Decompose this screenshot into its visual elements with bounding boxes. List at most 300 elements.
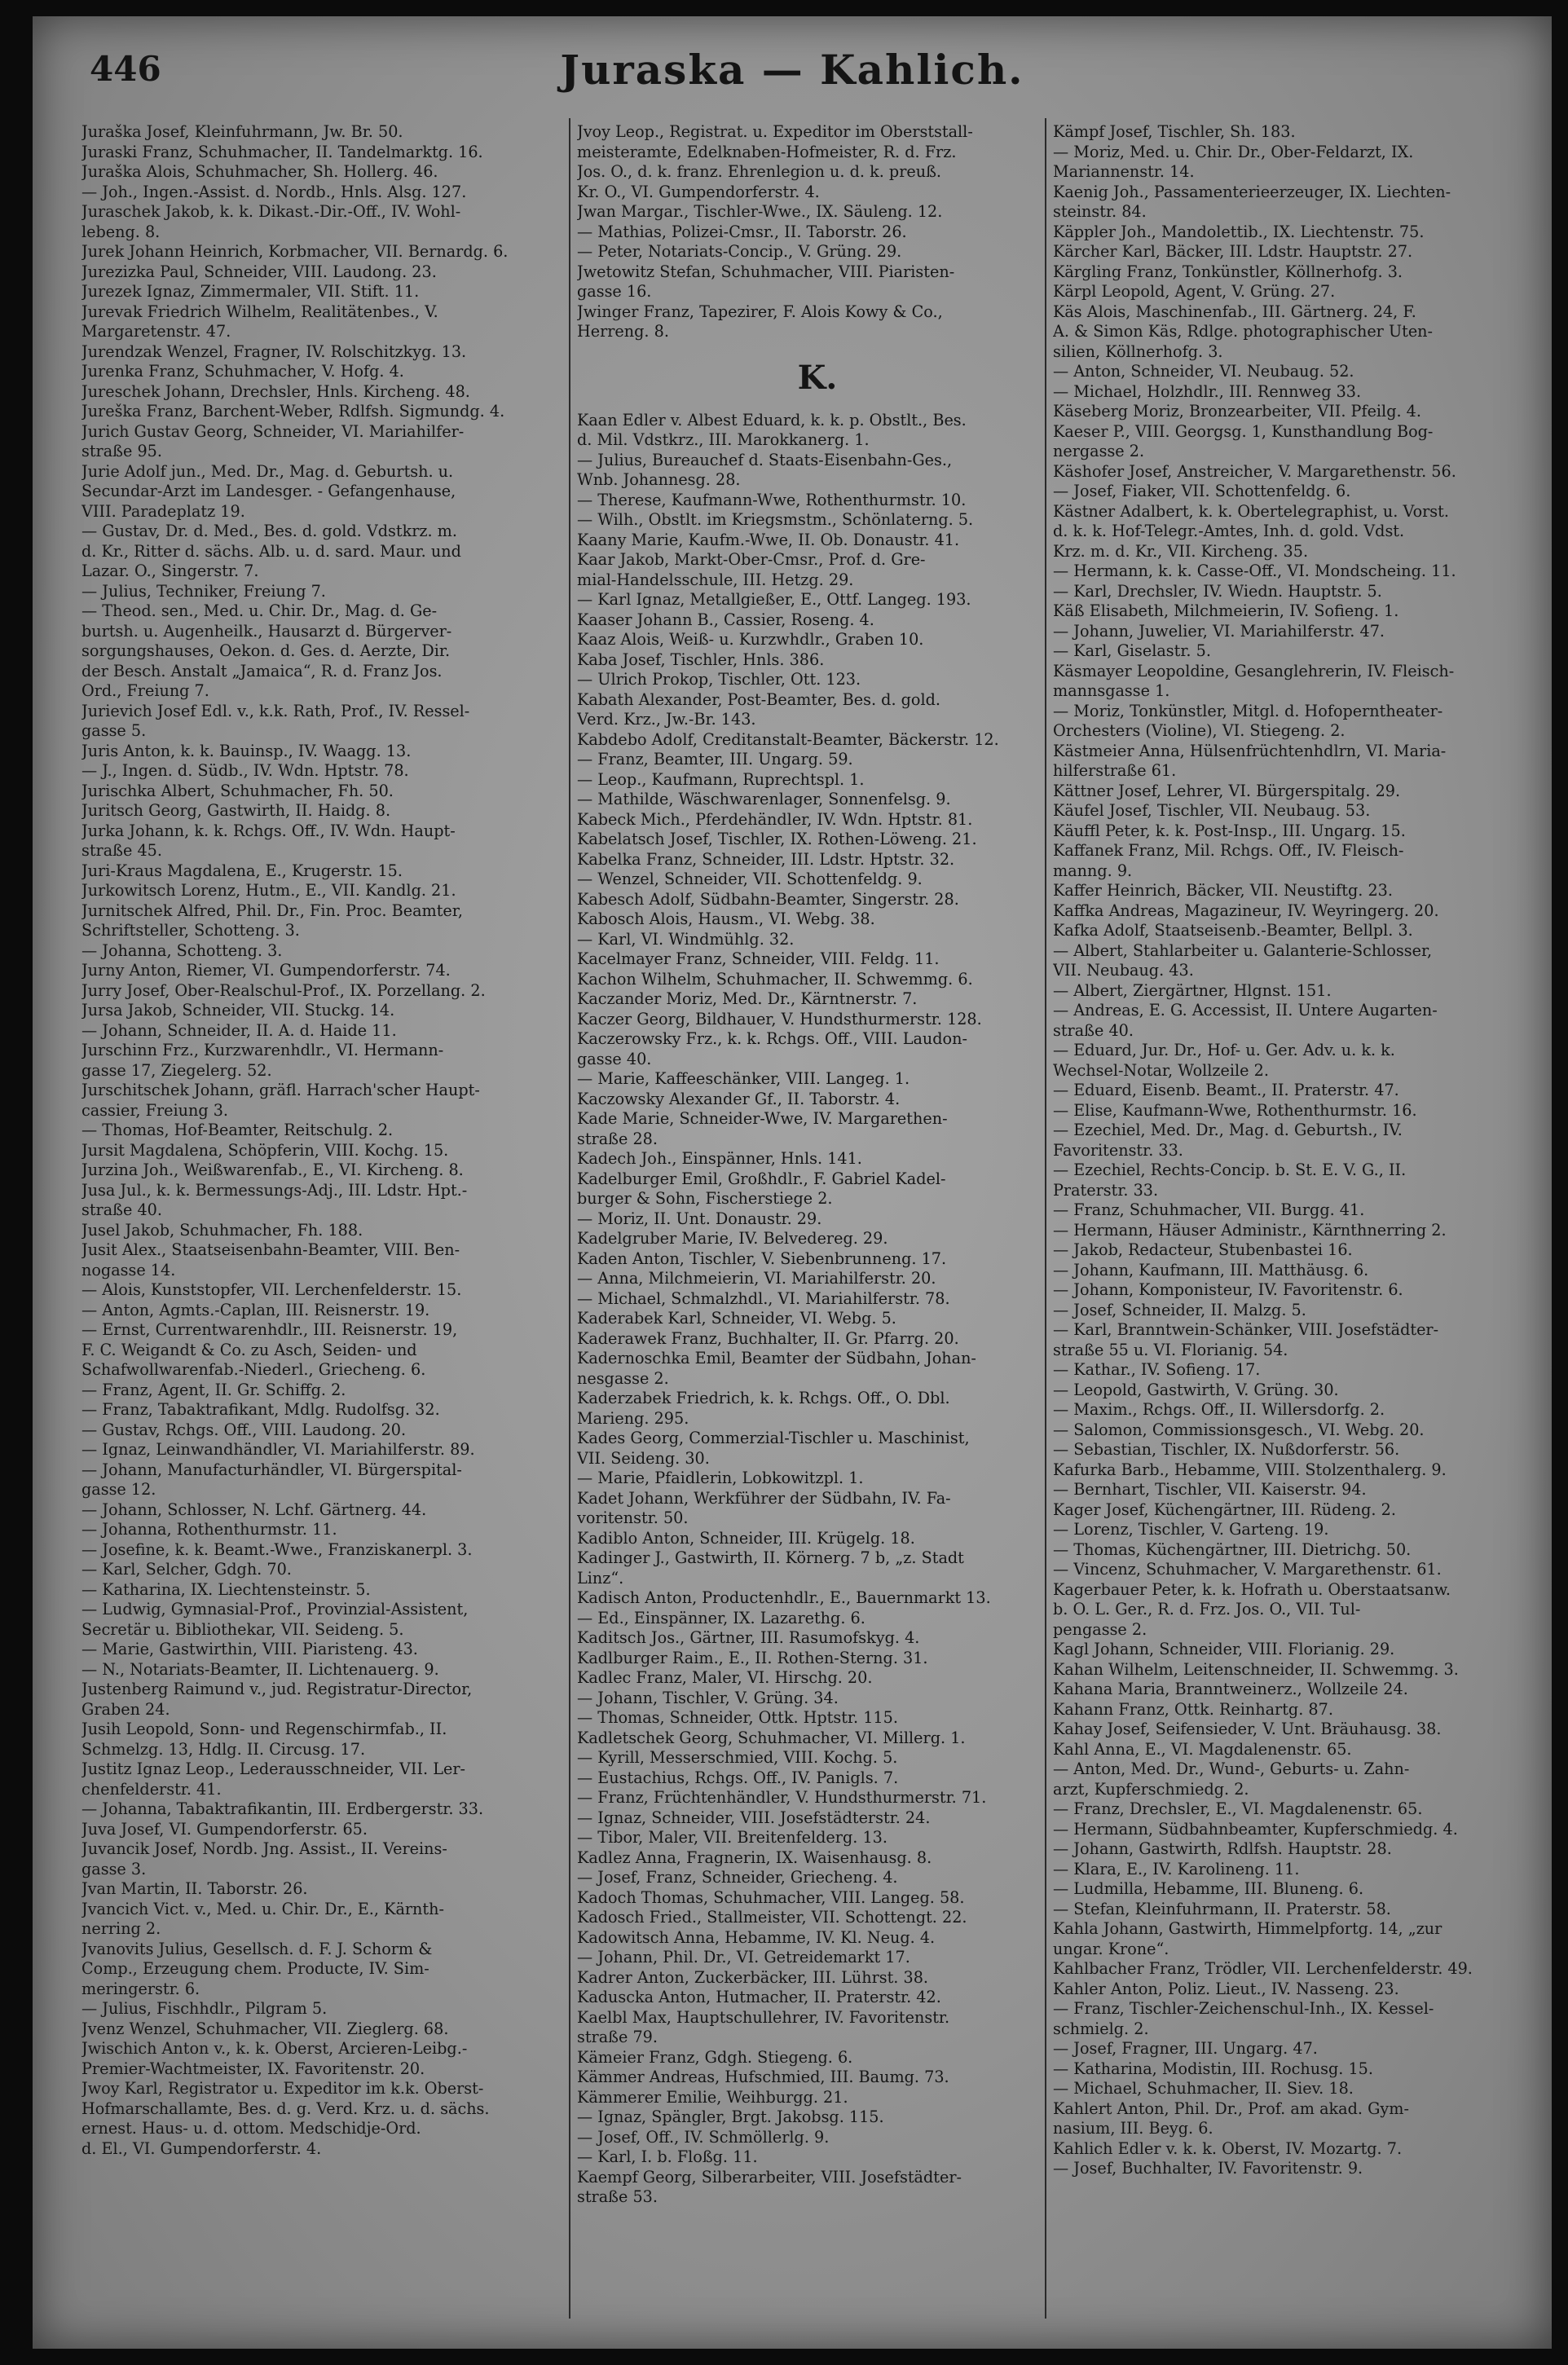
directory-entry: Kaditsch Jos., Gärtner, III. Rasumofskyg. 4. — [577, 1628, 920, 1647]
directory-entry: Jurevak Friedrich Wilhelm, Realitätenbes., V. — [81, 302, 438, 321]
directory-entry: — Ignaz, Leinwandhändler, VI. Mariahilferstr. 89. — [81, 1440, 475, 1459]
directory-entry: Jos. O., d. k. franz. Ehrenlegion u. d. k. preuß. — [577, 162, 941, 181]
directory-entry: gasse 12. — [81, 1480, 156, 1499]
directory-entry: Kadrer Anton, Zuckerbäcker, III. Lührst. 38. — [577, 1967, 929, 1987]
directory-entry: Kahlich Edler v. k. k. Oberst, IV. Mozartg. 7. — [1053, 2138, 1403, 2158]
directory-entry: Kacelmayer Franz, Schneider, VIII. Feldg. 11. — [577, 949, 940, 968]
directory-entry: Favoritenstr. 33. — [1053, 1140, 1183, 1160]
directory-entry: Jursit Magdalena, Schöpferin, VIII. Kochg. 15. — [81, 1140, 449, 1160]
directory-entry: schmielg. 2. — [1053, 2019, 1149, 2038]
directory-entry: — Salomon, Commissionsgesch., VI. Webg. 20. — [1053, 1420, 1425, 1439]
directory-entry: Kades Georg, Commerzial-Tischler u. Maschinist, — [577, 1429, 970, 1447]
directory-entry: — Thomas, Hof-Beamter, Reitschulg. 2. — [81, 1121, 394, 1139]
directory-entry: d. Mil. Vdstkrz., III. Marokkanerg. 1. — [577, 430, 870, 449]
page-number: 446 — [90, 49, 161, 89]
directory-entry: Kahla Johann, Gastwirth, Himmelpfortg. 14, „zur — [1053, 1919, 1442, 1938]
directory-entry: Kadlez Anna, Fragnerin, IX. Waisenhausg. 8. — [577, 1848, 932, 1867]
directory-entry: — Marie, Gastwirthin, VIII. Piaristeng. 43. — [81, 1640, 418, 1658]
directory-entry: — Johann, Schlosser, N. Lchf. Gärtnerg. 44. — [81, 1500, 427, 1519]
directory-entry: Verd. Krz., Jw.-Br. 143. — [577, 710, 756, 729]
directory-entry: Kadech Joh., Einspänner, Hnls. 141. — [577, 1149, 862, 1168]
directory-entry: d. Kr., Ritter d. sächs. Alb. u. d. sard. Maur. und — [81, 541, 461, 561]
directory-entry: lebeng. 8. — [81, 222, 161, 241]
directory-entry: straße 45. — [81, 841, 162, 860]
directory-entry: Juris Anton, k. k. Bauinsp., IV. Waagg. 13. — [81, 741, 412, 760]
directory-entry: — Franz, Beamter, III. Ungarg. 59. — [577, 750, 853, 769]
directory-entry: — Klara, E., IV. Karolineng. 11. — [1053, 1859, 1300, 1878]
directory-entry: Kämmer Andreas, Hufschmied, III. Baumg. 73. — [577, 2068, 949, 2086]
directory-entry: Jureška Franz, Barchent-Weber, Rdlfsh. Sigmundg. 4. — [81, 402, 505, 421]
directory-entry: Jurezizka Paul, Schneider, VIII. Laudong. 23. — [81, 262, 437, 281]
directory-entry: Jvanovits Julius, Gesellsch. d. F. J. Schorm & — [81, 1939, 433, 1958]
directory-entry: straße 79. — [577, 2028, 658, 2046]
directory-entry: — Johann, Schneider, II. A. d. Haide 11. — [81, 1020, 397, 1040]
directory-entry: — Mathilde, Wäschwarenlager, Sonnenfelsg. 9. — [577, 790, 951, 808]
directory-entry: — Ezechiel, Med. Dr., Mag. d. Geburtsh., IV. — [1053, 1121, 1403, 1139]
directory-entry: — Michael, Schuhmacher, II. Siev. 18. — [1053, 2079, 1354, 2098]
directory-entry: — Katharina, Modistin, III. Rochusg. 15. — [1053, 2059, 1373, 2078]
directory-entry: gasse 3. — [81, 1859, 147, 1878]
directory-entry: F. C. Weigandt & Co. zu Asch, Seiden- und — [81, 1340, 417, 1359]
directory-entry: meisteramte, Edelknaben-Hofmeister, R. d. Frz. — [577, 142, 957, 161]
directory-entry: Kaczowsky Alexander Gf., II. Taborstr. 4. — [577, 1089, 901, 1108]
directory-entry: Kaczerowsky Frz., k. k. Rchgs. Off., VIII. Laudon- — [577, 1029, 967, 1048]
directory-entry: — Joh., Ingen.-Assist. d. Nordb., Hnls. Alsg. 127. — [81, 182, 467, 201]
directory-entry: Schriftsteller, Schotteng. 3. — [81, 921, 300, 940]
directory-entry: — Josef, Fragner, III. Ungarg. 47. — [1053, 2039, 1318, 2058]
directory-entry: Kadelburger Emil, Großhdlr., F. Gabriel Kadel- — [577, 1169, 946, 1188]
directory-entry: — Moriz, II. Unt. Donaustr. 29. — [577, 1209, 822, 1228]
directory-entry: — Bernhart, Tischler, VII. Kaiserstr. 94. — [1053, 1480, 1367, 1499]
directory-entry: mial-Handelsschule, III. Hetzg. 29. — [577, 570, 854, 589]
directory-entry: — Anna, Milchmeierin, VI. Mariahilferstr. 20. — [577, 1269, 936, 1288]
directory-entry: Jvenz Wenzel, Schuhmacher, VII. Zieglerg. 68. — [81, 2019, 449, 2038]
directory-entry: Herreng. 8. — [577, 322, 669, 341]
directory-entry: — Wilh., Obstlt. im Kriegsmstm., Schönlaterng. 5. — [577, 510, 974, 529]
directory-entry: — Therese, Kaufmann-Wwe, Rothenthurmstr. 10. — [577, 490, 967, 509]
directory-entry: Secundar-Arzt im Landesger. - Gefangenhause, — [81, 482, 456, 500]
directory-entry: — Johanna, Tabaktrafikantin, III. Erdbergerstr. 33. — [81, 1799, 484, 1818]
directory-entry: Justitz Ignaz Leop., Lederausschneider, VII. Ler- — [81, 1759, 465, 1778]
directory-entry: straße 95. — [81, 442, 162, 460]
column-divider — [1045, 118, 1046, 2319]
directory-entry: — Anton, Agmts.-Caplan, III. Reisnerstr. 19. — [81, 1300, 430, 1319]
directory-entry: — Kyrill, Messerschmied, VIII. Kochg. 5. — [577, 1748, 898, 1767]
directory-entry: Jureschek Johann, Drechsler, Hnls. Kircheng. 48. — [81, 381, 470, 401]
directory-entry: — Josef, Franz, Schneider, Griecheng. 4. — [577, 1868, 898, 1887]
directory-entry: Käs Alois, Maschinenfab., III. Gärtnerg. 24, F. — [1053, 302, 1416, 321]
directory-entry: — Michael, Schmalzhdl., VI. Mariahilferstr. 78. — [577, 1288, 950, 1308]
directory-entry: Jurievich Josef Edl. v., k.k. Rath, Prof., IV. Ressel- — [81, 701, 470, 720]
directory-entry: Jurny Anton, Riemer, VI. Gumpendorferstr. 74. — [81, 961, 451, 980]
directory-entry: Juraski Franz, Schuhmacher, II. Tandelmarktg. 16. — [81, 142, 483, 161]
directory-entry: — Michael, Holzhdlr., III. Rennweg 33. — [1053, 381, 1362, 401]
directory-entry: Jvan Martin, II. Taborstr. 26. — [81, 1879, 308, 1898]
directory-entry: Kahlert Anton, Phil. Dr., Prof. am akad. Gym- — [1053, 2099, 1409, 2118]
section-letter: K. — [797, 358, 838, 397]
directory-entry: VII. Seideng. 30. — [577, 1448, 710, 1468]
directory-entry: Kadisch Anton, Productenhdlr., E., Bauernmarkt 13. — [577, 1588, 991, 1607]
directory-entry: — Franz, Tischler-Zeichenschul-Inh., IX. Kessel- — [1053, 1999, 1434, 2018]
directory-entry: Kaffka Andreas, Magazineur, IV. Weyringerg. 20. — [1053, 901, 1439, 920]
directory-entry: — Hermann, k. k. Casse-Off., VI. Mondscheing. 11. — [1053, 562, 1456, 580]
directory-entry: Kager Josef, Küchengärtner, III. Rüdeng. 2. — [1053, 1500, 1396, 1519]
directory-entry: Kämmerer Emilie, Weihburgg. 21. — [577, 2087, 848, 2107]
directory-entry: nogasse 14. — [81, 1260, 176, 1279]
directory-entry: gasse 40. — [577, 1049, 652, 1068]
column-divider — [569, 118, 570, 2319]
directory-entry: — Theod. sen., Med. u. Chir. Dr., Mag. d. Ge- — [81, 601, 438, 620]
directory-entry: Mariannenstr. 14. — [1053, 162, 1195, 181]
directory-entry: — Anton, Schneider, VI. Neubaug. 52. — [1053, 362, 1354, 381]
directory-entry: Marieng. 295. — [577, 1408, 689, 1428]
directory-entry: Orchesters (Violine), VI. Stiegeng. 2. — [1053, 721, 1346, 740]
directory-entry: der Besch. Anstalt „Jamaica“, R. d. Franz Jos. — [81, 661, 443, 680]
directory-entry: Juvancik Josef, Nordb. Jng. Assist., II. Vereins- — [81, 1839, 447, 1858]
directory-entry: Linz“. — [577, 1568, 624, 1588]
directory-entry: straße 40. — [81, 1200, 162, 1219]
directory-entry: Kärcher Karl, Bäcker, III. Ldstr. Hauptstr. 27. — [1053, 242, 1413, 261]
column-1 — [81, 122, 562, 2323]
directory-entry: Jurkowitsch Lorenz, Hutm., E., VII. Kandlg. 21. — [81, 881, 456, 900]
directory-entry: — Johann, Manufacturhändler, VI. Bürgerspital- — [81, 1460, 462, 1479]
directory-entry: — Elise, Kaufmann-Wwe, Rothenthurmstr. 16. — [1053, 1100, 1417, 1120]
directory-entry: — Moriz, Tonkünstler, Mitgl. d. Hofoperntheater- — [1053, 701, 1443, 720]
directory-entry: — Julius, Bureauchef d. Staats-Eisenbahn-Ges., — [577, 450, 953, 469]
directory-entry: Jurich Gustav Georg, Schneider, VI. Mariahilfer- — [81, 421, 465, 441]
directory-entry: Kagerbauer Peter, k. k. Hofrath u. Oberstaatsanw. — [1053, 1579, 1451, 1599]
directory-entry: Kadoch Thomas, Schuhmacher, VIII. Langeg. 58. — [577, 1887, 965, 1907]
directory-entry: Jurie Adolf jun., Med. Dr., Mag. d. Geburtsh. u. — [81, 461, 454, 481]
directory-entry: Kaczer Georg, Bildhauer, V. Hundsthurmerstr. 128. — [577, 1009, 982, 1028]
directory-entry: Kadletschek Georg, Schuhmacher, VI. Millerg. 1. — [577, 1728, 966, 1747]
directory-entry: d. El., VI. Gumpendorferstr. 4. — [81, 2138, 322, 2158]
directory-entry: straße 28. — [577, 1129, 658, 1148]
directory-entry: Kaderzabek Friedrich, k. k. Rchgs. Off., O. Dbl. — [577, 1389, 950, 1407]
directory-entry: Käseberg Moriz, Bronzearbeiter, VII. Pfeilg. 4. — [1053, 402, 1421, 421]
directory-entry: burger & Sohn, Fischerstiege 2. — [577, 1189, 833, 1208]
directory-entry: — Johann, Phil. Dr., VI. Getreidemarkt 17. — [577, 1948, 910, 1966]
directory-entry: Hofmarschallamte, Bes. d. g. Verd. Krz. u. d. sächs. — [81, 2099, 490, 2118]
directory-entry: Jusit Alex., Staatseisenbahn-Beamter, VIII. Ben- — [81, 1240, 460, 1259]
directory-entry: — Gustav, Rchgs. Off., VIII. Laudong. 20. — [81, 1420, 407, 1439]
directory-entry: — Josef, Off., IV. Schmöllerlg. 9. — [577, 2127, 830, 2147]
directory-entry: Käß Elisabeth, Milchmeierin, IV. Sofieng. 1. — [1053, 601, 1399, 620]
directory-entry: nerring 2. — [81, 1919, 161, 1938]
directory-entry: Premier-Wachtmeister, IX. Favoritenstr. 20. — [81, 2059, 425, 2078]
directory-entry: — Stefan, Kleinfuhrmann, II. Praterstr. 58. — [1053, 1899, 1391, 1918]
directory-entry: Kättner Josef, Lehrer, VI. Bürgerspitalg. 29. — [1053, 781, 1401, 800]
directory-entry: — Eduard, Eisenb. Beamt., II. Praterstr. 47. — [1053, 1081, 1399, 1099]
directory-entry: Kärpl Leopold, Agent, V. Grüng. 27. — [1053, 282, 1336, 301]
directory-entry: — Josefine, k. k. Beamt.-Wwe., Franziskanerpl. 3. — [81, 1539, 473, 1559]
directory-entry: Kadet Johann, Werkführer der Südbahn, IV. Fa- — [577, 1488, 951, 1508]
directory-entry: Praterstr. 33. — [1053, 1180, 1159, 1200]
directory-entry: Käshofer Josef, Anstreicher, V. Margarethenstr. 56. — [1053, 461, 1456, 481]
directory-entry: cassier, Freiung 3. — [81, 1100, 229, 1120]
directory-entry: Kaaser Johann B., Cassier, Roseng. 4. — [577, 610, 874, 629]
directory-entry: Kadosch Fried., Stallmeister, VII. Schottengt. 22. — [577, 1908, 967, 1927]
directory-entry: — Josef, Buchhalter, IV. Favoritenstr. 9. — [1053, 2159, 1363, 2178]
directory-entry: Kästmeier Anna, Hülsenfrüchtenhdlrn, VI. Maria- — [1053, 741, 1447, 760]
directory-entry: Jusih Leopold, Sonn- und Regenschirmfab., II. — [81, 1720, 447, 1738]
directory-entry: — Johann, Juwelier, VI. Mariahilferstr. 47. — [1053, 621, 1385, 641]
directory-entry: — Mathias, Polizei-Cmsr., II. Taborstr. 26. — [577, 222, 907, 241]
page-header — [33, 41, 1552, 98]
directory-entry: straße 40. — [1053, 1020, 1134, 1040]
directory-entry: Jurschinn Frz., Kurzwarenhdlr., VI. Hermann- — [81, 1041, 444, 1059]
directory-entry: — Karl, Giselastr. 5. — [1053, 641, 1211, 660]
directory-entry: Jusel Jakob, Schuhmacher, Fh. 188. — [81, 1220, 363, 1240]
directory-entry: Kaczander Moriz, Med. Dr., Kärntnerstr. 7. — [577, 989, 918, 1008]
directory-entry: d. k. k. Hof-Telegr.-Amtes, Inh. d. gold. Vdst. — [1053, 522, 1405, 540]
directory-entry: — Franz, Schuhmacher, VII. Burgg. 41. — [1053, 1200, 1365, 1219]
directory-entry: — Johann, Gastwirth, Rdlfsh. Hauptstr. 28. — [1053, 1839, 1392, 1858]
directory-entry: — Sebastian, Tischler, IX. Nußdorferstr. 56. — [1053, 1440, 1400, 1459]
directory-entry: Ord., Freiung 7. — [81, 681, 209, 700]
column-3 — [1053, 122, 1534, 2323]
directory-entry: — J., Ingen. d. Südb., IV. Wdn. Hptstr. 78. — [81, 761, 409, 780]
directory-entry: — Julius, Fischhdlr., Pilgram 5. — [81, 1999, 328, 2018]
directory-entry: Jvancich Vict. v., Med. u. Chir. Dr., E., Kärnth- — [81, 1899, 444, 1918]
directory-entry: — Alois, Kunststopfer, VII. Lerchenfelderstr. 15. — [81, 1280, 462, 1299]
directory-entry: — Ludmilla, Hebamme, III. Bluneng. 6. — [1053, 1879, 1364, 1898]
directory-entry: Kaduscka Anton, Hutmacher, II. Praterstr. 42. — [577, 1988, 941, 2006]
directory-entry: Kabesch Adolf, Südbahn-Beamter, Singerstr. 28. — [577, 889, 959, 909]
directory-entry: — Kathar., IV. Sofieng. 17. — [1053, 1360, 1261, 1379]
directory-entry: Graben 24. — [81, 1699, 170, 1719]
directory-entry: — Maxim., Rchgs. Off., II. Willersdorfg. 2. — [1053, 1400, 1385, 1419]
directory-entry: — Josef, Fiaker, VII. Schottenfeldg. 6. — [1053, 482, 1351, 500]
directory-entry: — Andreas, E. G. Accessist, II. Untere Augarten- — [1053, 1001, 1438, 1020]
directory-entry: Juraška Josef, Kleinfuhrmann, Jw. Br. 50. — [81, 122, 403, 141]
directory-entry: Jwischich Anton v., k. k. Oberst, Arcieren-Leibg.- — [81, 2039, 468, 2058]
directory-entry: — Marie, Pfaidlerin, Lobkowitzpl. 1. — [577, 1469, 864, 1487]
directory-entry: arzt, Kupferschmiedg. 2. — [1053, 1779, 1249, 1799]
directory-entry: nergasse 2. — [1053, 442, 1145, 460]
directory-entry: Kagl Johann, Schneider, VIII. Florianig. 29. — [1053, 1640, 1395, 1658]
directory-entry: Kaden Anton, Tischler, V. Siebenbrunneng. 17. — [577, 1249, 947, 1268]
directory-entry: — Johanna, Rothenthurmstr. 11. — [81, 1520, 337, 1539]
directory-entry: — Johanna, Schotteng. 3. — [81, 940, 283, 960]
directory-entry: — Ernst, Currentwarenhdlr., III. Reisnerstr. 19, — [81, 1320, 458, 1339]
directory-entry: — Ulrich Prokop, Tischler, Ott. 123. — [577, 670, 861, 689]
directory-entry: burtsh. u. Augenheilk., Hausarzt d. Bürgerver- — [81, 621, 452, 641]
directory-entry: Jurenka Franz, Schuhmacher, V. Hofg. 4. — [81, 362, 404, 381]
directory-entry: — Ignaz, Spängler, Brgt. Jakobsg. 115. — [577, 2107, 884, 2126]
directory-entry: Käppler Joh., Mandolettib., IX. Liechtenstr. 75. — [1053, 222, 1425, 241]
directory-entry: Margaretenstr. 47. — [81, 322, 231, 341]
directory-entry: — Lorenz, Tischler, V. Garteng. 19. — [1053, 1520, 1329, 1539]
directory-entry: — Ed., Einspänner, IX. Lazarethg. 6. — [577, 1608, 865, 1627]
directory-entry: gasse 5. — [81, 721, 147, 740]
directory-entry: Kaenig Joh., Passamenterieerzeuger, IX. Liechten- — [1053, 182, 1451, 201]
running-head: Juraska — Kahlich. — [560, 46, 1024, 94]
directory-entry: Kaempf Georg, Silberarbeiter, VIII. Josefstädter- — [577, 2167, 962, 2187]
directory-entry: Kahler Anton, Poliz. Lieut., IV. Nasseng. 23. — [1053, 1979, 1399, 1998]
directory-entry: — Hermann, Südbahnbeamter, Kupferschmiedg. 4. — [1053, 1819, 1458, 1839]
directory-entry: A. & Simon Käs, Rdlge. photographischer Uten- — [1053, 322, 1434, 341]
directory-entry: Kaderabek Karl, Schneider, VI. Webg. 5. — [577, 1309, 896, 1328]
directory-entry: Jurry Josef, Ober-Realschul-Prof., IX. Porzellang. 2. — [81, 980, 486, 1000]
directory-entry: — Gustav, Dr. d. Med., Bes. d. gold. Vdstkrz. m. — [81, 522, 457, 540]
directory-entry: Kärgling Franz, Tonkünstler, Köllnerhofg. 3. — [1053, 262, 1403, 281]
directory-entry: Wechsel-Notar, Wollzeile 2. — [1053, 1060, 1269, 1080]
directory-entry: Justenberg Raimund v., jud. Registratur-Director, — [81, 1680, 473, 1698]
directory-entry: Jwetowitz Stefan, Schuhmacher, VIII. Piaristen- — [577, 262, 955, 281]
directory-entry: — Ignaz, Schneider, VIII. Josefstädterstr. 24. — [577, 1808, 931, 1827]
directory-entry: — Anton, Med. Dr., Wund-, Geburts- u. Zahn- — [1053, 1759, 1410, 1778]
directory-entry: Kadinger J., Gastwirth, II. Körnerg. 7 b, „z. Stadt — [577, 1548, 964, 1567]
directory-entry: Käuffl Peter, k. k. Post-Insp., III. Ungarg. 15. — [1053, 821, 1406, 840]
directory-entry: Kaany Marie, Kaufm.-Wwe, II. Ob. Donaustr. 41. — [577, 530, 960, 549]
directory-entry: — Marie, Kaffeeschänker, VIII. Langeg. 1. — [577, 1069, 910, 1088]
directory-entry: Kaeser P., VIII. Georgsg. 1, Kunsthandlung Bog- — [1053, 421, 1434, 441]
directory-entry: Kaelbl Max, Hauptschullehrer, IV. Favoritenstr. — [577, 2007, 950, 2027]
directory-entry: — Vincenz, Schuhmacher, V. Margarethenstr. 61. — [1053, 1560, 1442, 1579]
directory-entry: — Leop., Kaufmann, Ruprechtspl. 1. — [577, 769, 865, 789]
directory-page — [33, 16, 1552, 2349]
directory-entry: b. O. L. Ger., R. d. Frz. Jos. O., VII. Tul- — [1053, 1600, 1361, 1619]
directory-entry: — Karl Ignaz, Metallgießer, E., Ottf. Langeg. 193. — [577, 590, 971, 609]
directory-entry: chenfelderstr. 41. — [81, 1779, 222, 1799]
directory-entry: Kahan Wilhelm, Leitenschneider, II. Schwemmg. 3. — [1053, 1659, 1459, 1679]
directory-entry: Kafka Adolf, Staatseisenb.-Beamter, Bellpl. 3. — [1053, 921, 1413, 940]
directory-entry: — Johann, Komponisteur, IV. Favoritenstr. 6. — [1053, 1280, 1403, 1299]
directory-entry: Kade Marie, Schneider-Wwe, IV. Margarethen- — [577, 1109, 948, 1128]
directory-entry: Wnb. Johannesg. 28. — [577, 470, 741, 489]
directory-entry: VII. Neubaug. 43. — [1053, 961, 1194, 980]
directory-entry: Jurischka Albert, Schuhmacher, Fh. 50. — [81, 781, 394, 800]
directory-entry: — Peter, Notariats-Concip., V. Grüng. 29. — [577, 242, 902, 261]
directory-entry: Kahlbacher Franz, Trödler, VII. Lerchenfelderstr. 49. — [1053, 1959, 1473, 1978]
directory-entry: gasse 17, Ziegelerg. 52. — [81, 1060, 272, 1080]
directory-entry: Schafwollwarenfab.-Niederl., Griecheng. 6. — [81, 1360, 426, 1379]
directory-entry: — Karl, I. b. Floßg. 11. — [577, 2147, 758, 2166]
directory-entry: silien, Köllnerhofg. 3. — [1053, 341, 1223, 361]
directory-entry: — Julius, Techniker, Freiung 7. — [81, 581, 326, 601]
directory-entry: — Franz, Tabaktrafikant, Mdlg. Rudolfsg. 32. — [81, 1400, 440, 1419]
directory-entry: — Franz, Agent, II. Gr. Schiffg. 2. — [81, 1380, 346, 1399]
directory-entry: Kaffanek Franz, Mil. Rchgs. Off., IV. Fleisch- — [1053, 841, 1404, 860]
directory-entry: nesgasse 2. — [577, 1368, 669, 1388]
directory-entry: ernest. Haus- u. d. ottom. Medschidje-Ord. — [81, 2119, 421, 2138]
directory-entry: Jurezek Ignaz, Zimmermaler, VII. Stift. 11. — [81, 282, 420, 301]
directory-entry: sorgungshauses, Oekon. d. Ges. d. Aerzte, Dir. — [81, 641, 451, 660]
directory-entry: Jwinger Franz, Tapezirer, F. Alois Kowy & Co., — [577, 302, 943, 321]
directory-entry: meringerstr. 6. — [81, 1979, 200, 1998]
directory-entry: straße 55 u. VI. Florianig. 54. — [1053, 1340, 1288, 1359]
directory-entry: Jusa Jul., k. k. Bermessungs-Adj., III. Ldstr. Hpt.- — [81, 1180, 468, 1200]
directory-entry: Kaba Josef, Tischler, Hnls. 386. — [577, 650, 825, 669]
directory-entry: — Jakob, Redacteur, Stubenbastei 16. — [1053, 1240, 1353, 1259]
directory-entry: voritenstr. 50. — [577, 1508, 689, 1527]
directory-entry: Secretär u. Bibliothekar, VII. Seideng. 5. — [81, 1619, 404, 1639]
directory-entry: — Hermann, Häuser Administr., Kärnthnerring 2. — [1053, 1220, 1447, 1240]
directory-entry: — Katharina, IX. Liechtensteinstr. 5. — [81, 1579, 371, 1599]
directory-entry: steinstr. 84. — [1053, 202, 1147, 221]
directory-entry: Kämpf Josef, Tischler, Sh. 183. — [1053, 122, 1296, 141]
directory-entry: — Franz, Drechsler, E., VI. Magdalenenstr. 65. — [1053, 1799, 1423, 1818]
directory-entry: ungar. Krone“. — [1053, 1939, 1169, 1958]
directory-entry: manng. 9. — [1053, 861, 1133, 880]
directory-entry: Kaffer Heinrich, Bäcker, VII. Neustiftg. 23. — [1053, 881, 1393, 900]
directory-entry: Jvoy Leop., Registrat. u. Expeditor im Oberststall- — [577, 122, 973, 141]
directory-entry: Kabath Alexander, Post-Beamter, Bes. d. gold. — [577, 689, 941, 709]
directory-entry: Kaan Edler v. Albest Eduard, k. k. p. Obstlt., Bes. — [577, 410, 967, 429]
directory-entry: Käsmayer Leopoldine, Gesanglehrerin, IV. Fleisch- — [1053, 661, 1455, 680]
directory-entry: — N., Notariats-Beamter, II. Lichtenauerg. 9. — [81, 1659, 439, 1679]
directory-entry: — Franz, Früchtenhändler, V. Hundsthurmerstr. 71. — [577, 1788, 987, 1807]
directory-entry: — Karl, Selcher, Gdgh. 70. — [81, 1560, 292, 1579]
directory-entry: — Albert, Stahlarbeiter u. Galanterie-Schlosser, — [1053, 940, 1433, 960]
directory-entry: Juva Josef, VI. Gumpendorferstr. 65. — [81, 1819, 368, 1839]
directory-entry: Juritsch Georg, Gastwirth, II. Haidg. 8. — [81, 801, 391, 820]
directory-entry: Juraška Alois, Schuhmacher, Sh. Hollerg. 46. — [81, 162, 438, 181]
directory-entry: Jurnitschek Alfred, Phil. Dr., Fin. Proc. Beamter, — [81, 901, 463, 920]
directory-entry: Kabelka Franz, Schneider, III. Ldstr. Hptstr. 32. — [577, 849, 955, 869]
directory-entry: — Johann, Tischler, V. Grüng. 34. — [577, 1688, 839, 1707]
directory-entry: Kabosch Alois, Hausm., VI. Webg. 38. — [577, 909, 875, 928]
directory-entry: Jurendzak Wenzel, Fragner, IV. Rolschitzkyg. 13. — [81, 341, 467, 361]
directory-entry: Jurek Johann Heinrich, Korbmacher, VII. Bernardg. 6. — [81, 242, 509, 261]
directory-entry: Jurschitschek Johann, gräfl. Harrach'scher Haupt- — [81, 1081, 480, 1099]
directory-entry: — Ezechiel, Rechts-Concip. b. St. E. V. G., II. — [1053, 1160, 1407, 1179]
directory-entry: Kadlec Franz, Maler, VI. Hirschg. 20. — [577, 1668, 873, 1687]
directory-entry: — Ludwig, Gymnasial-Prof., Provinzial-Assistent, — [81, 1600, 469, 1619]
directory-entry: pengasse 2. — [1053, 1619, 1147, 1639]
directory-entry: Kachon Wilhelm, Schuhmacher, II. Schwemmg. 6. — [577, 969, 973, 989]
directory-entry: — Thomas, Schneider, Ottk. Hptstr. 115. — [577, 1708, 898, 1727]
directory-entry: Schmelzg. 13, Hdlg. II. Circusg. 17. — [81, 1739, 366, 1759]
directory-entry: Kabeck Mich., Pferdehändler, IV. Wdn. Hptstr. 81. — [577, 809, 973, 829]
directory-entry: Kadlburger Raim., E., II. Rothen-Sterng. 31. — [577, 1648, 928, 1667]
directory-entry: hilferstraße 61. — [1053, 761, 1177, 780]
directory-entry: Kahl Anna, E., VI. Magdalenenstr. 65. — [1053, 1739, 1352, 1759]
directory-entry: Kahann Franz, Ottk. Reinhartg. 87. — [1053, 1699, 1333, 1719]
directory-entry: — Karl, Drechsler, IV. Wiedn. Hauptstr. 5. — [1053, 581, 1382, 601]
directory-entry: — Karl, Branntwein-Schänker, VIII. Josefstädter- — [1053, 1320, 1439, 1339]
directory-entry: Kadowitsch Anna, Hebamme, IV. Kl. Neug. 4. — [577, 1927, 936, 1947]
directory-entry: Kabelatsch Josef, Tischler, IX. Rothen-Löweng. 21. — [577, 830, 977, 848]
directory-entry: Comp., Erzeugung chem. Producte, IV. Sim- — [81, 1959, 429, 1978]
directory-entry: Jwan Margar., Tischler-Wwe., IX. Säuleng. 12. — [577, 202, 943, 221]
directory-entry: VIII. Paradeplatz 19. — [81, 501, 245, 521]
directory-entry: — Albert, Ziergärtner, Hlgnst. 151. — [1053, 980, 1332, 1000]
directory-entry: Kaaz Alois, Weiß- u. Kurzwhdlr., Graben 10. — [577, 630, 924, 649]
directory-entry: Kadelgruber Marie, IV. Belvedereg. 29. — [577, 1229, 888, 1248]
directory-entry: Lazar. O., Singerstr. 7. — [81, 562, 259, 580]
directory-entry: — Moriz, Med. u. Chir. Dr., Ober-Feldarzt, IX. — [1053, 142, 1414, 161]
directory-entry: Kadiblo Anton, Schneider, III. Krügelg. 18. — [577, 1528, 915, 1548]
directory-entry: Kahana Maria, Branntweinerz., Wollzeile 24. — [1053, 1680, 1408, 1698]
directory-entry: Kadernoschka Emil, Beamter der Südbahn, Johan- — [577, 1349, 976, 1367]
directory-entry: — Tibor, Maler, VII. Breitenfelderg. 13. — [577, 1828, 888, 1847]
directory-entry: Kr. O., VI. Gumpendorferstr. 4. — [577, 182, 820, 201]
directory-entry: nasium, III. Beyg. 6. — [1053, 2119, 1213, 2138]
directory-entry: Jursa Jakob, Schneider, VII. Stuckg. 14. — [81, 1001, 395, 1020]
directory-entry: gasse 16. — [577, 282, 652, 301]
directory-entry: — Leopold, Gastwirth, V. Grüng. 30. — [1053, 1380, 1339, 1399]
directory-entry: Jurka Johann, k. k. Rchgs. Off., IV. Wdn. Haupt- — [81, 821, 456, 840]
directory-entry: Jwoy Karl, Registrator u. Expeditor im k.k. Oberst- — [81, 2079, 484, 2098]
directory-entry: Kämeier Franz, Gdgh. Stiegeng. 6. — [577, 2047, 853, 2067]
directory-entry: Kabdebo Adolf, Creditanstalt-Beamter, Bäckerstr. 12. — [577, 729, 999, 749]
directory-entry: Kaderawek Franz, Buchhalter, II. Gr. Pfarrg. 20. — [577, 1328, 959, 1348]
directory-entry: Käufel Josef, Tischler, VII. Neubaug. 53. — [1053, 801, 1371, 820]
directory-entry: — Karl, VI. Windmühlg. 32. — [577, 929, 795, 949]
directory-entry: Jurzina Joh., Weißwarenfab., E., VI. Kircheng. 8. — [81, 1160, 464, 1179]
